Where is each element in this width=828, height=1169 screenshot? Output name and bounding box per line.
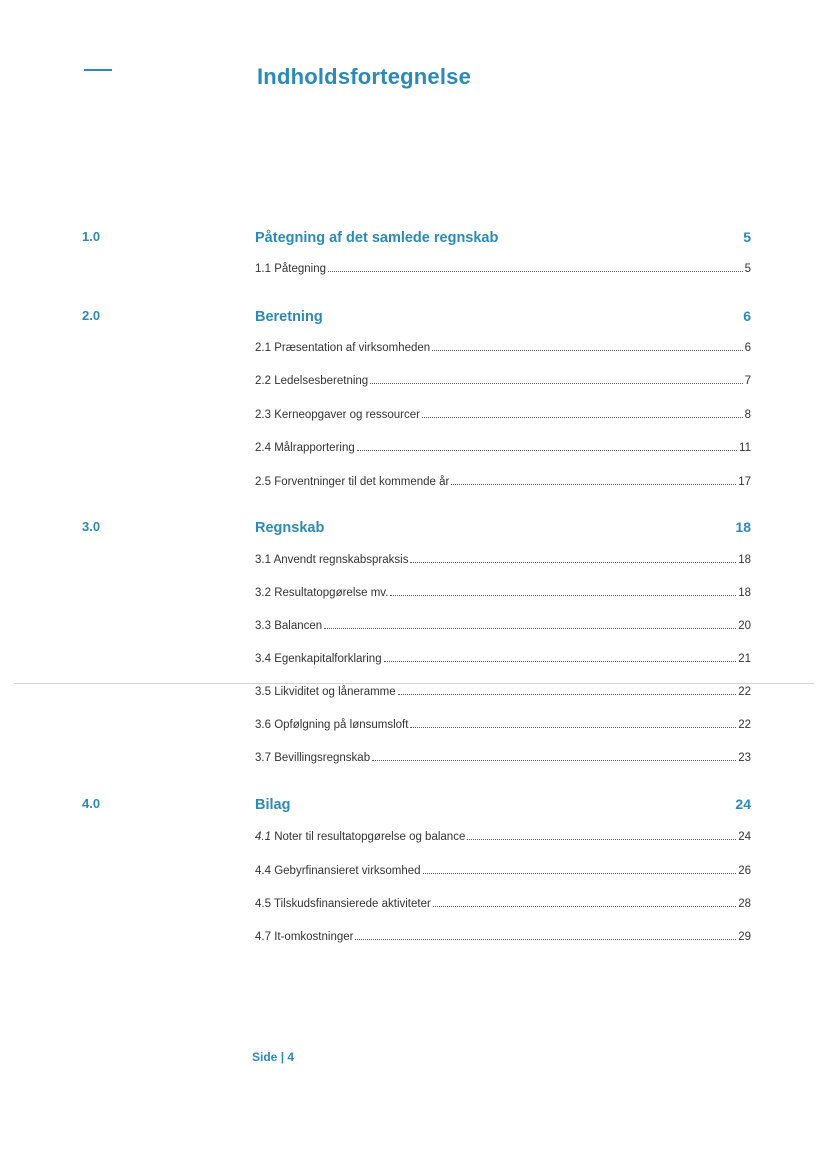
section-page-number: 18 (735, 519, 751, 535)
dot-leader (372, 751, 736, 761)
header-rule (84, 69, 112, 71)
entry-number: 4.4 (255, 865, 271, 877)
section-heading-link[interactable] (255, 519, 751, 539)
entry-label: Gebyrfinansieret virksomhed (274, 865, 421, 877)
entry-label: Egenkapitalforklaring (274, 653, 382, 665)
entry-label: Tilskudsfinansierede aktiviteter (274, 898, 431, 910)
toc-entry[interactable] (255, 341, 751, 357)
dot-leader (328, 262, 743, 272)
entry-number: 2.4 (255, 442, 271, 454)
section-heading-link[interactable] (255, 229, 751, 249)
entry-number: 3.2 (255, 587, 271, 599)
dot-leader (410, 553, 736, 563)
entry-page-number: 22 (738, 719, 751, 731)
toc-entry[interactable] (255, 864, 751, 880)
toc-entry[interactable] (255, 718, 751, 734)
toc-entry[interactable] (255, 374, 751, 390)
section-heading-label: Påtegning af det samlede regnskab (255, 230, 499, 246)
entry-label: Forventninger til det kommende år (274, 476, 450, 488)
entry-page-number: 7 (744, 375, 751, 387)
entry-page-number: 26 (738, 865, 751, 877)
entry-number: 3.6 (255, 719, 271, 731)
entry-number: 1.1 (255, 263, 271, 275)
toc-entry[interactable] (255, 652, 751, 668)
toc-entry[interactable] (255, 408, 751, 424)
entry-page-number: 29 (738, 931, 751, 943)
toc-entry[interactable] (255, 475, 751, 491)
entry-label: Balancen (274, 620, 323, 632)
entry-number: 2.3 (255, 409, 271, 421)
entry-number: 2.2 (255, 375, 271, 387)
section-heading-label: Bilag (255, 797, 291, 813)
toc-entry[interactable] (255, 262, 751, 278)
dot-leader (467, 830, 736, 840)
toc-entry[interactable] (255, 897, 751, 913)
entry-page-number: 28 (738, 898, 751, 910)
section-page-number: 5 (743, 229, 751, 245)
toc-entry[interactable] (255, 685, 751, 701)
section-heading-link[interactable] (255, 308, 751, 328)
dot-leader (422, 408, 743, 418)
footer-label: Side (252, 1050, 278, 1064)
entry-number: 4.7 (255, 931, 271, 943)
entry-page-number: 6 (744, 342, 751, 354)
footer-page-number: 4 (287, 1050, 295, 1064)
dot-leader (451, 475, 736, 485)
section-page-number: 6 (743, 308, 751, 324)
entry-number: 4.1 (255, 831, 271, 843)
entry-page-number: 18 (738, 587, 751, 599)
dot-leader (355, 930, 736, 940)
entry-page-number: 18 (738, 554, 751, 566)
entry-number: 3.5 (255, 686, 271, 698)
dot-leader (390, 586, 736, 596)
entry-number: 3.1 (255, 554, 271, 566)
dot-leader (384, 652, 737, 662)
entry-page-number: 17 (738, 476, 751, 488)
page-footer (252, 1050, 294, 1064)
dot-leader (324, 619, 736, 629)
entry-number: 3.4 (255, 653, 271, 665)
entry-label: Noter til resultatopgørelse og balance (274, 831, 466, 843)
section-number: 2.0 (82, 308, 101, 323)
toc-entry[interactable] (255, 553, 751, 569)
entry-number: 4.5 (255, 898, 271, 910)
section-heading-label: Beretning (255, 309, 323, 325)
entry-label: Påtegning (274, 263, 326, 275)
dot-leader (370, 374, 742, 384)
section-number: 1.0 (82, 229, 101, 244)
footer-separator: | (280, 1050, 285, 1064)
entry-label: Kerneopgaver og ressourcer (274, 409, 420, 421)
entry-number: 2.1 (255, 342, 271, 354)
entry-page-number: 23 (738, 752, 751, 764)
entry-page-number: 8 (744, 409, 751, 421)
section-heading-label: Regnskab (255, 520, 325, 536)
toc-entry[interactable] (255, 751, 751, 767)
section-heading-link[interactable] (255, 796, 751, 816)
page-title: Indholdsfortegnelse (257, 64, 472, 89)
entry-page-number: 11 (739, 442, 751, 454)
toc-entry[interactable] (255, 441, 751, 457)
entry-number: 3.7 (255, 752, 271, 764)
entry-label: Anvendt regnskabspraksis (273, 554, 409, 566)
entry-page-number: 22 (738, 686, 751, 698)
toc-entry[interactable] (255, 830, 751, 846)
entry-label: Resultatopgørelse mv. (274, 587, 389, 599)
dot-leader (357, 441, 737, 451)
entry-page-number: 24 (738, 831, 751, 843)
toc-entry[interactable] (255, 619, 751, 635)
toc-entry[interactable] (255, 930, 751, 946)
entry-label: It-omkostninger (274, 931, 354, 943)
entry-label: Præsentation af virksomheden (274, 342, 431, 354)
entry-number: 3.3 (255, 620, 271, 632)
section-number: 4.0 (82, 796, 101, 811)
dot-leader (423, 864, 737, 874)
entry-label: Bevillingsregnskab (274, 752, 371, 764)
toc-entry[interactable] (255, 586, 751, 602)
section-page-number: 24 (735, 796, 751, 812)
dot-leader (398, 685, 737, 695)
entry-label: Opfølgning på lønsumsloft (274, 719, 409, 731)
entry-page-number: 20 (738, 620, 751, 632)
entry-label: Målrapportering (274, 442, 355, 454)
dot-leader (433, 897, 736, 907)
section-number: 3.0 (82, 519, 101, 534)
entry-number: 2.5 (255, 476, 271, 488)
entry-page-number: 21 (738, 653, 751, 665)
entry-page-number: 5 (744, 263, 751, 275)
entry-label: Likviditet og låneramme (274, 686, 396, 698)
entry-label: Ledelsesberetning (274, 375, 369, 387)
scan-artifact-line (14, 683, 814, 684)
dot-leader (410, 718, 736, 728)
dot-leader (432, 341, 742, 351)
